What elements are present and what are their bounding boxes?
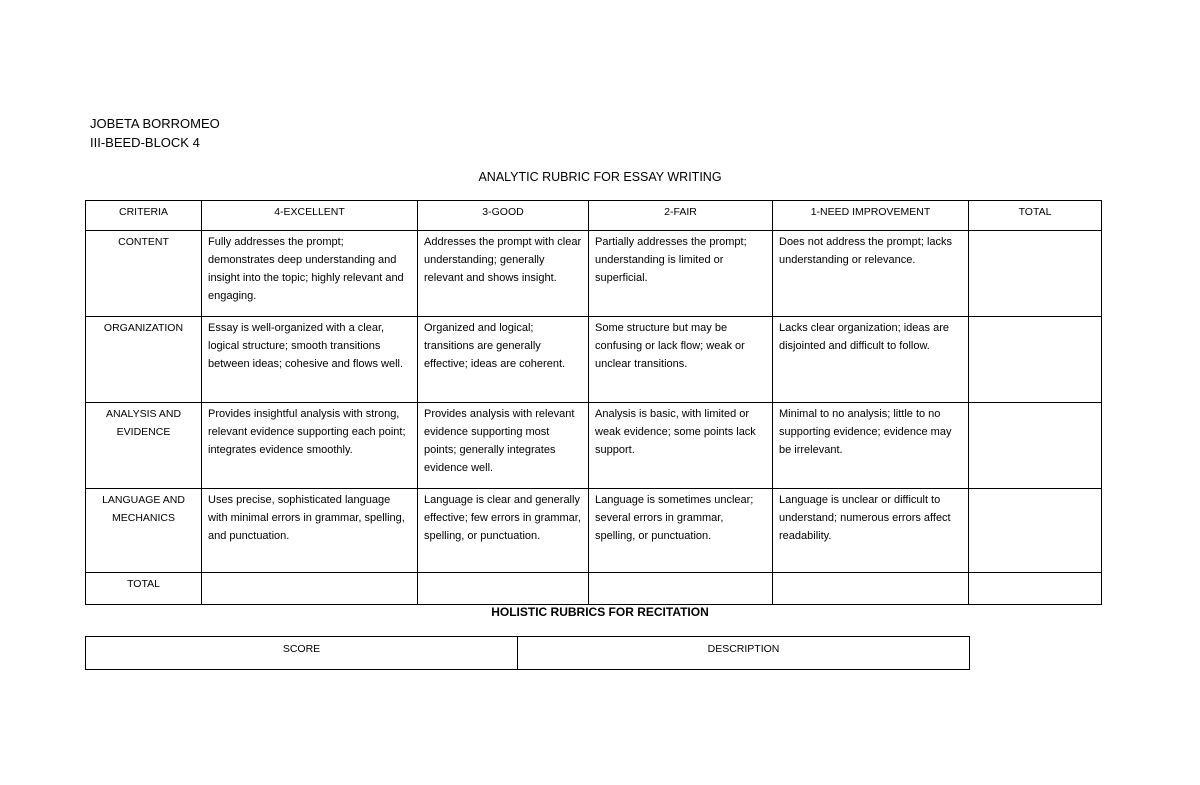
total-cell: [969, 489, 1102, 573]
table-header-row: [86, 201, 1102, 231]
need-improvement-cell: Language is unclear or difficult to understand; numerous errors affect readability.: [773, 489, 969, 573]
good-cell: Provides analysis with relevant evidence supporting most points; generally integrates evidence well.: [418, 403, 589, 489]
criterion-cell: LANGUAGE AND MECHANICS: [86, 489, 202, 573]
total-row: [86, 573, 1102, 605]
empty-cell: [202, 573, 418, 605]
column-header-good: 3-GOOD: [418, 201, 589, 231]
column-header-total: TOTAL: [969, 201, 1102, 231]
criterion-cell: ANALYSIS AND EVIDENCE: [86, 403, 202, 489]
excellent-cell: Uses precise, sophisticated language with minimal errors in grammar, spelling, and punctuation.: [202, 489, 418, 573]
column-header-description: DESCRIPTION: [518, 637, 970, 670]
student-name: JOBETA BORROMEO: [90, 116, 220, 131]
good-cell: Organized and logical; transitions are generally effective; ideas are coherent.: [418, 317, 589, 403]
need-improvement-cell: Lacks clear organization; ideas are disjointed and difficult to follow.: [773, 317, 969, 403]
holistic-rubric-title: HOLISTIC RUBRICS FOR RECITATION: [491, 605, 709, 619]
column-header-excellent: 4-EXCELLENT: [202, 201, 418, 231]
total-cell: [969, 231, 1102, 317]
excellent-cell: Fully addresses the prompt; demonstrates deep understanding and insight into the topic; highly relevant and engaging.: [202, 231, 418, 317]
column-header-score: SCORE: [86, 637, 518, 670]
criterion-cell: ORGANIZATION: [86, 317, 202, 403]
total-row-label: TOTAL: [86, 573, 202, 605]
column-header-need-improvement: 1-NEED IMPROVEMENT: [773, 201, 969, 231]
empty-cell: [589, 573, 773, 605]
table-row: [86, 489, 1102, 573]
good-cell: Addresses the prompt with clear understanding; generally relevant and shows insight.: [418, 231, 589, 317]
empty-cell: [418, 573, 589, 605]
good-cell: Language is clear and generally effective; few errors in grammar, spelling, or punctuation.: [418, 489, 589, 573]
holistic-rubric-table: [85, 636, 970, 670]
fair-cell: Analysis is basic, with limited or weak evidence; some points lack support.: [589, 403, 773, 489]
criterion-cell: CONTENT: [86, 231, 202, 317]
analytic-rubric-title: ANALYTIC RUBRIC FOR ESSAY WRITING: [478, 170, 722, 184]
table-row: [86, 403, 1102, 489]
excellent-cell: Essay is well-organized with a clear, logical structure; smooth transitions between ideas; cohesive and flows well.: [202, 317, 418, 403]
need-improvement-cell: Does not address the prompt; lacks understanding or relevance.: [773, 231, 969, 317]
fair-cell: Language is sometimes unclear; several errors in grammar, spelling, or punctuation.: [589, 489, 773, 573]
table-row: [86, 231, 1102, 317]
total-cell: [969, 403, 1102, 489]
excellent-cell: Provides insightful analysis with strong, relevant evidence supporting each point; integrates evidence smoothly.: [202, 403, 418, 489]
column-header-fair: 2-FAIR: [589, 201, 773, 231]
column-header-criteria: CRITERIA: [86, 201, 202, 231]
empty-cell: [773, 573, 969, 605]
table-row: [86, 317, 1102, 403]
total-cell: [969, 317, 1102, 403]
fair-cell: Some structure but may be confusing or lack flow; weak or unclear transitions.: [589, 317, 773, 403]
empty-cell: [969, 573, 1102, 605]
analytic-rubric-table: [85, 200, 1102, 605]
student-section: III-BEED-BLOCK 4: [90, 135, 200, 150]
table-header-row: [86, 637, 970, 670]
need-improvement-cell: Minimal to no analysis; little to no supporting evidence; evidence may be irrelevant.: [773, 403, 969, 489]
fair-cell: Partially addresses the prompt; understanding is limited or superficial.: [589, 231, 773, 317]
